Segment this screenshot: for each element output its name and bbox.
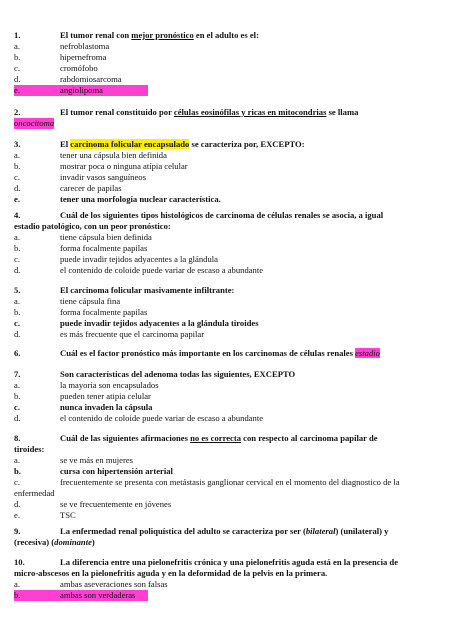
italic-answer: bilateral	[305, 526, 336, 536]
option-text: tiene cápsula fina	[60, 296, 121, 306]
question-text	[60, 139, 440, 150]
question-4	[14, 210, 440, 276]
question-number: 1.	[14, 30, 21, 40]
question-number: 9.	[14, 526, 21, 536]
option-letter: d.	[14, 183, 21, 193]
question-text: La diferencia entre una pielonefritis crónica y una pielonefritis aguda está en la presencia de	[60, 557, 399, 567]
question-3	[14, 139, 440, 205]
option-letter: b.	[14, 391, 21, 401]
question-text-continued: micro-abscesos en la pielonefritis aguda y en la deformidad de la pelvis en la primera.	[14, 568, 328, 578]
question-text-part: se llama	[326, 107, 359, 117]
option-text: frecuentemente se presenta con metástasis ganglionar cervical en el momento del diagnostico de la	[60, 477, 400, 487]
question-text	[60, 348, 440, 359]
question-10	[14, 557, 440, 601]
option-text: cursa con hipertensión arterial	[60, 466, 173, 476]
option-text: forma focalmente papilas	[60, 307, 148, 317]
question-text-part: El tumor renal constituido por	[60, 107, 174, 117]
question-6	[14, 348, 440, 359]
question-number: 2.	[14, 107, 21, 117]
option-letter: e.	[14, 85, 20, 95]
question-text-part: El tumor renal con	[60, 30, 132, 40]
question-text-continued	[14, 537, 440, 548]
option-letter: b.	[14, 161, 21, 171]
option-text: puede invadir tejidos adyacentes a la glándula tiroides	[60, 318, 259, 328]
question-number: 7.	[14, 369, 21, 379]
option-text: se ve frecuentemente en jóvenes	[60, 499, 172, 509]
option-text: nefroblastoma	[60, 41, 110, 51]
question-number: 3.	[14, 139, 21, 149]
question-text-part: La enfermedad renal poliquística del adulto se caracteriza por ser (	[60, 526, 306, 536]
option-letter: d.	[14, 265, 21, 275]
option-letter: c.	[14, 254, 20, 264]
question-number: 4.	[14, 210, 21, 220]
question-text-part: (recesiva) (	[14, 537, 55, 547]
highlighted-answer	[14, 590, 148, 601]
question-text-part: )	[91, 537, 95, 547]
option-text: mostrar poca o ninguna atípia celular	[60, 161, 188, 171]
highlighted-phrase: carcinoma folicular encapsulado	[70, 139, 190, 149]
option-letter: e.	[14, 194, 20, 204]
question-number: 8.	[14, 433, 21, 443]
question-text	[60, 107, 440, 118]
question-number: 6.	[14, 348, 21, 358]
question-text: Son características del adenoma todas las siguientes, EXCEPTO	[60, 369, 296, 379]
option-text: ambas aseveraciones son falsas	[60, 579, 168, 589]
question-7	[14, 369, 440, 424]
question-number: 5.	[14, 285, 21, 295]
option-letter: a.	[14, 579, 20, 589]
question-9	[14, 526, 440, 548]
option-letter: b.	[14, 243, 21, 253]
option-letter: c.	[14, 402, 20, 412]
option-text: la mayoría son encapsulados	[60, 380, 159, 390]
option-letter: c.	[14, 63, 20, 73]
option-text: se ve más en mujeres	[60, 455, 134, 465]
option-letter: a.	[14, 232, 20, 242]
option-letter: c.	[14, 318, 20, 328]
option-text: tener una cápsula bien definida	[60, 150, 167, 160]
option-letter: e.	[14, 510, 20, 520]
question-5	[14, 285, 440, 340]
question-text-continued: estadio patológico, con un peor pronóstico:	[14, 221, 171, 231]
question-text: El carcinoma folicular masivamente infiltrante:	[60, 285, 235, 295]
option-letter: d.	[14, 499, 21, 509]
question-text	[60, 433, 440, 444]
option-text: forma focalmente papilas	[60, 243, 148, 253]
option-letter: c.	[14, 172, 20, 182]
option-letter: d.	[14, 74, 21, 84]
option-text: nunca invaden la cápsula	[60, 402, 153, 412]
question-text-part: con respecto al carcinoma papilar de	[241, 433, 378, 443]
option-text: cromófobo	[60, 63, 98, 73]
option-letter: d.	[14, 329, 21, 339]
option-letter: a.	[14, 455, 20, 465]
option-text: ambas son verdaderas	[60, 590, 136, 600]
question-text-part: Cuál es el factor pronóstico más importante en los carcinomas de células renales	[60, 348, 356, 358]
option-text: invadir vasos sanguíneos	[60, 172, 146, 182]
italic-answer: dominante	[54, 537, 92, 547]
underlined-phrase: no es correcta	[190, 433, 242, 443]
question-1	[14, 30, 440, 96]
question-8	[14, 433, 440, 521]
option-letter: b.	[14, 307, 21, 317]
question-text	[60, 30, 440, 41]
question-number: 10.	[14, 557, 25, 567]
option-letter: b.	[14, 52, 21, 62]
question-text-part: El	[60, 139, 71, 149]
option-letter: b.	[14, 466, 21, 476]
question-text-part: en el adulto es el:	[193, 30, 259, 40]
option-text: tener una morfología nuclear característica.	[60, 194, 221, 204]
option-letter: d.	[14, 413, 21, 423]
option-letter: a.	[14, 150, 20, 160]
option-text: el contenido de coloide puede variar de escaso a abundante	[60, 413, 264, 423]
option-text: puede invadir tejidos adyacentes a la glándula	[60, 254, 218, 264]
option-letter: a.	[14, 41, 20, 51]
question-2	[14, 107, 440, 129]
option-text: angiolipoma	[60, 85, 103, 95]
option-text: hipernefroma	[60, 52, 107, 62]
option-text: TSC	[60, 510, 76, 520]
option-text: el contenido de coloide puede variar de escaso a abundante	[60, 265, 264, 275]
option-text: pueden tener atipia celular	[60, 391, 151, 401]
option-text: tiene cápsula bien definida	[60, 232, 152, 242]
question-text: Cuál de los siguientes tipos histológicos de carcinoma de células renales se asocia, a igual	[60, 210, 384, 220]
question-text-part: Cuál de las siguientes afirmaciones	[60, 433, 191, 443]
highlighted-answer: estadio	[355, 348, 380, 358]
question-text-part: se caracteriza por, EXCEPTO:	[189, 139, 305, 149]
option-letter: c.	[14, 477, 20, 487]
question-text	[60, 526, 440, 537]
option-letter: a.	[14, 380, 20, 390]
highlighted-answer: oncocitoma	[14, 118, 55, 128]
option-text: carecer de papilas	[60, 183, 122, 193]
option-letter: b.	[14, 590, 21, 600]
option-text: es más frecuente que el carcinoma papilar	[60, 329, 205, 339]
option-text-continued: enfermedad	[14, 488, 55, 498]
option-text: rabdomiosarcoma	[60, 74, 122, 84]
highlighted-answer	[14, 85, 148, 96]
option-letter: a.	[14, 296, 20, 306]
question-text-continued: tiroides:	[14, 444, 45, 454]
underlined-phrase: mejor pronóstico	[131, 30, 194, 40]
question-text-part: ) (unilateral) y	[335, 526, 389, 536]
underlined-phrase: células eosinófilas y ricas en mitocondrias	[173, 107, 327, 117]
